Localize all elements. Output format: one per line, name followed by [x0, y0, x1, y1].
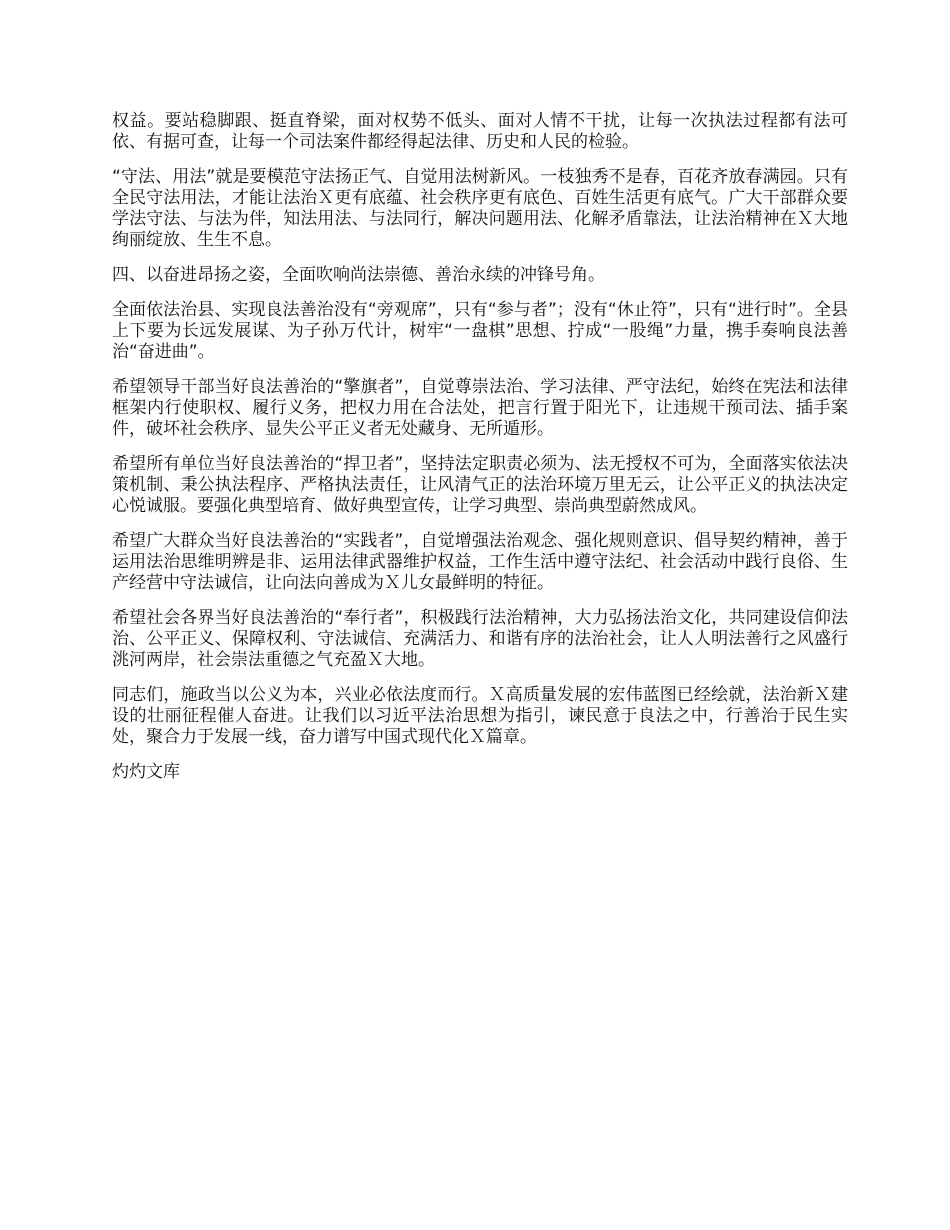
document-body [112, 111, 848, 783]
paragraph-5: 希望所有单位当好良法善治的“捍卫者”，坚持法定职责必须为、法无授权不可为，全面落实依法决策机制、秉公执法程序、严格执法责任，让风清气正的法治环境万里无云，让公平正义的执法决定心悦诚服。要强化典型培育、做好典型宣传，让学习典型、崇尚典型蔚然成风。 [112, 454, 848, 516]
paragraph-1: 权益。要站稳脚跟、挺直脊梁，面对权势不低头、面对人情不干扰，让每一次执法过程都有法可依、有据可查，让每一个司法案件都经得起法律、历史和人民的检验。 [112, 111, 848, 152]
section-heading-4: 四、以奋进昂扬之姿，全面吹响尚法崇德、善治永续的冲锋号角。 [112, 265, 605, 285]
paragraph-4: 希望领导干部当好良法善治的“擎旗者”，自觉尊崇法治、学习法律、严守法纪，始终在宪法和法律框架内行使职权、履行义务，把权力用在合法处，把言行置于阳光下，让违规干预司法、插手案件，破坏社会秩序、显失公平正义者无处藏身、无所遁形。 [112, 377, 848, 439]
paragraph-7: 希望社会各界当好良法善治的“奉行者”，积极践行法治精神，大力弘扬法治文化，共同建设信仰法治、公平正义、保障权利、守法诚信、充满活力、和谐有序的法治社会，让人人明法善行之风盛行洮河两岸，社会崇法重德之气充盈Ｘ大地。 [112, 608, 848, 670]
source-footer: 灼灼文库 [112, 762, 180, 782]
paragraph-2: “守法、用法”就是要模范守法扬正气、自觉用法树新风。一枝独秀不是春，百花齐放春满园。只有全民守法用法，才能让法治Ｘ更有底蕴、社会秩序更有底色、百姓生活更有底气。广大干部群众要学法守法、与法为伴，知法用法、与法同行，解决问题用法、化解矛盾靠法，让法治精神在Ｘ大地绚丽绽放、生生不息。 [112, 167, 848, 250]
paragraph-6: 希望广大群众当好良法善治的“实践者”，自觉增强法治观念、强化规则意识、倡导契约精神，善于运用法治思维明辨是非、运用法律武器维护权益，工作生活中遵守法纪、社会活动中践行良俗、生产经营中守法诚信，让向法向善成为Ｘ儿女最鲜明的特征。 [112, 531, 848, 593]
paragraph-8: 同志们，施政当以公义为本，兴业必依法度而行。Ｘ高质量发展的宏伟蓝图已经绘就，法治新Ｘ建设的壮丽征程催人奋进。让我们以习近平法治思想为指引，谏民意于良法之中，行善治于民生实处，聚合力于发展一线，奋力谱写中国式现代化Ｘ篇章。 [112, 685, 848, 747]
paragraph-3: 全面依法治县、实现良法善治没有“旁观席”，只有“参与者”；没有“休止符”，只有“进行时”。全县上下要为长远发展谋、为子孙万代计，树牢“一盘棋”思想、拧成“一股绳”力量，携手奏响良法善治“奋进曲”。 [112, 300, 848, 362]
